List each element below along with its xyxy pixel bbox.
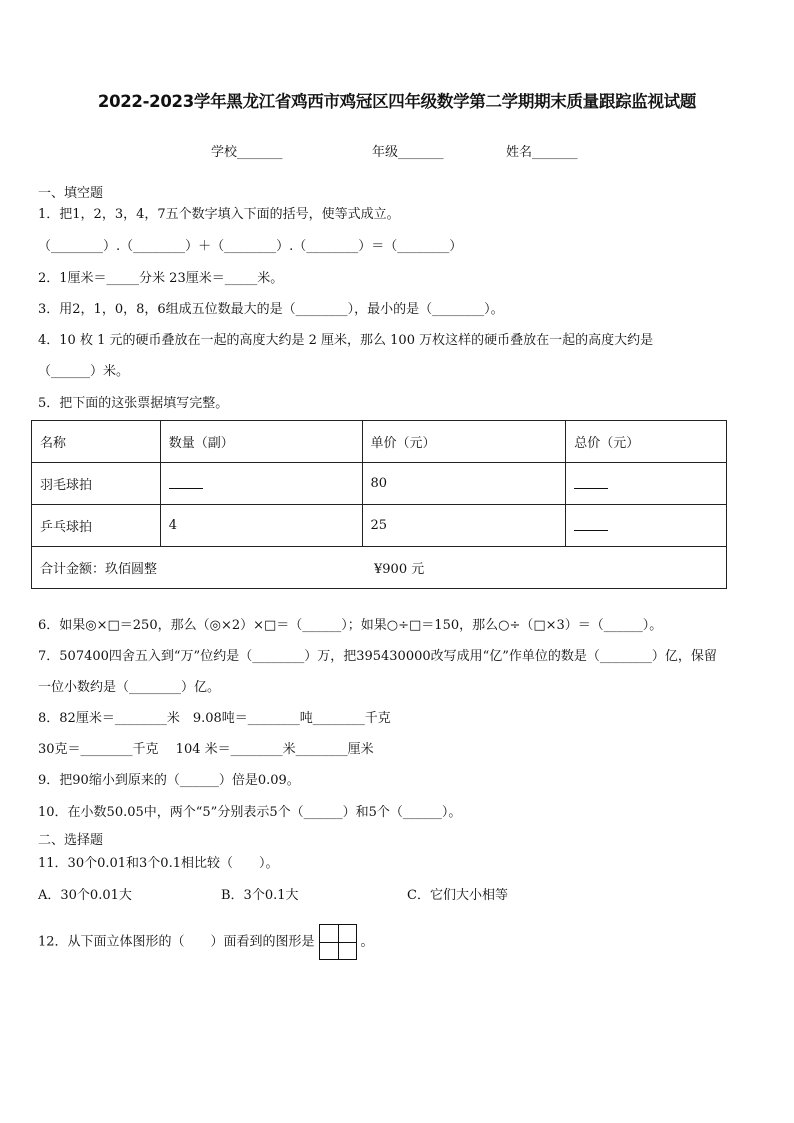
school-field: 学校_______	[211, 145, 283, 160]
option-b: B．3个0.1大	[221, 888, 299, 903]
sum-row	[32, 547, 727, 589]
question-6: 6．如果◎×□＝250，那么（◎×2）×□＝（______）；如果○÷□＝150，那么○÷（□×3）＝（______）。	[38, 618, 663, 633]
question-12-end: 。	[360, 934, 374, 950]
table-row	[32, 463, 727, 505]
view-grid-icon	[319, 924, 357, 960]
question-7-continued: 一位小数约是（________）亿。	[38, 680, 221, 695]
row1-quantity-blank	[160, 463, 362, 505]
question-1-equation: （________）.（________）＋（________）.（________）＝（________）	[38, 239, 463, 254]
answer-blank	[574, 478, 608, 489]
table-row	[32, 505, 727, 547]
row1-name: 羽毛球拍	[32, 463, 161, 505]
row2-quantity: 4	[160, 505, 362, 547]
row2-total-blank	[566, 505, 727, 547]
sum-label: 合计金额：玖佰圆整	[40, 562, 158, 577]
question-9: 9．把90缩小到原来的（______）倍是0.09。	[38, 773, 300, 788]
question-11: 11．30个0.01和3个0.1相比较（ ）。	[38, 856, 279, 871]
header-unit-price: 单价（元）	[362, 421, 566, 463]
question-12	[38, 924, 374, 961]
question-8: 8．82厘米＝________米 9.08吨＝________吨________千克	[38, 711, 391, 726]
question-10: 10．在小数50.05中，两个“5”分别表示5个（______）和5个（______）。	[38, 805, 462, 820]
answer-blank	[574, 520, 608, 531]
row1-unit-price: 80	[362, 463, 566, 505]
section-fill-blank: 一、填空题	[38, 186, 104, 201]
question-2: 2．1厘米＝_____分米 23厘米＝_____米。	[38, 271, 284, 286]
row2-unit-price: 25	[362, 505, 566, 547]
question-5: 5．把下面的这张票据填写完整。	[38, 396, 229, 411]
question-3: 3．用2，1，0，8，6组成五位数最大的是（________），最小的是（________）。	[38, 302, 504, 317]
question-7: 7．507400四舍五入到“万”位约是（________）万，把395430000改写成用“亿”作单位的数是（________）亿，保留	[38, 649, 717, 664]
grade-field: 年级_______	[372, 145, 444, 160]
table-row	[32, 421, 727, 463]
question-1: 1．把1，2，3，4，7五个数字填入下面的括号，使等式成立。	[38, 207, 400, 222]
page-title: 2022-2023学年黑龙江省鸡西市鸡冠区四年级数学第二学期期末质量跟踪监视试题	[97, 92, 697, 111]
row2-name: 乒乓球拍	[32, 505, 161, 547]
question-4-continued: （______）米。	[38, 364, 130, 379]
name-field: 姓名_______	[506, 145, 578, 160]
sum-value: ¥900 元	[374, 562, 425, 577]
table-row	[32, 547, 727, 589]
section-multiple-choice: 二、选择题	[38, 833, 104, 848]
question-12-text: 12．从下面立体图形的（ ）面看到的图形是	[38, 934, 315, 950]
row1-total-blank	[566, 463, 727, 505]
header-name: 名称	[32, 421, 161, 463]
option-a: A．30个0.01大	[38, 888, 132, 903]
option-c: C．它们大小相等	[407, 888, 508, 903]
question-4: 4．10 枚 1 元的硬币叠放在一起的高度大约是 2 厘米，那么 100 万枚这样的硬币叠放在一起的高度大约是	[38, 333, 654, 348]
question-8-continued: 30克＝________千克 104 米＝________米________厘米	[38, 742, 374, 757]
receipt-table	[31, 420, 727, 589]
header-quantity: 数量（副）	[160, 421, 362, 463]
header-total-price: 总价（元）	[566, 421, 727, 463]
answer-blank	[169, 478, 203, 489]
